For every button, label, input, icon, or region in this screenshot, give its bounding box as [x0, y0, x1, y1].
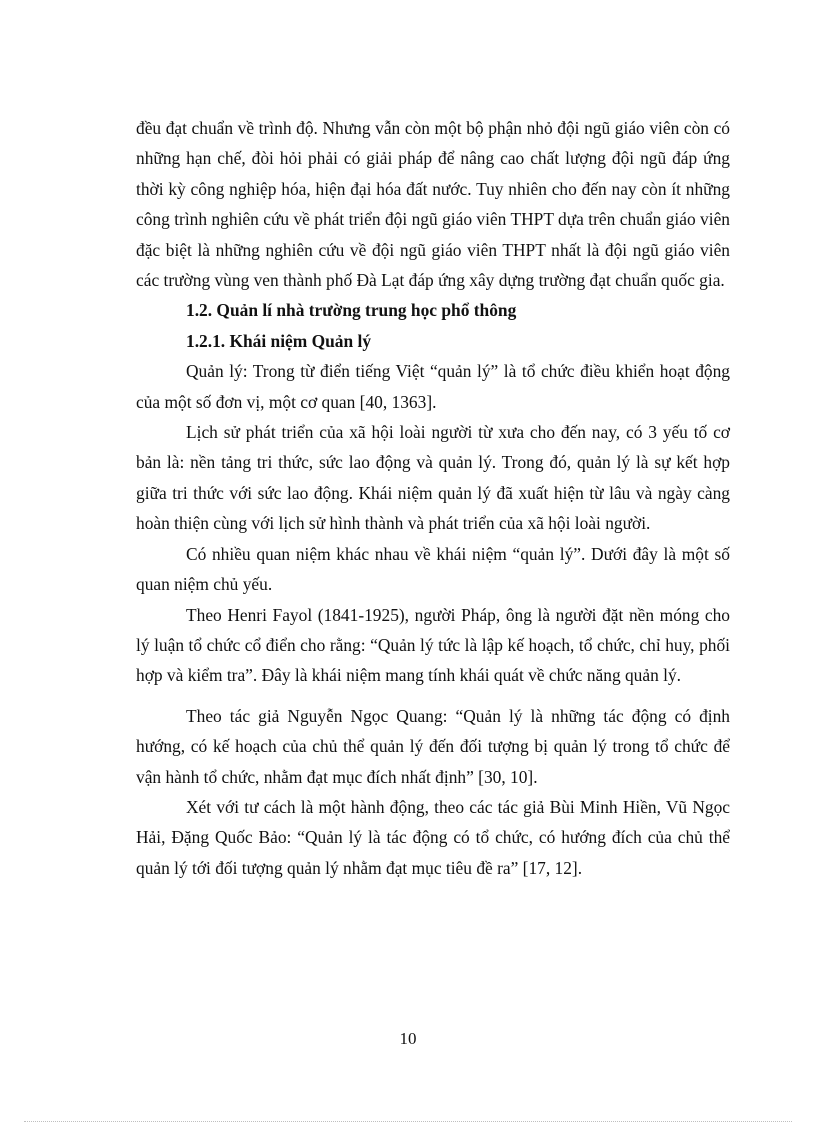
paragraph-bui-minh-hien: Xét với tư cách là một hành động, theo các tác giả Bùi Minh Hiền, Vũ Ngọc Hải, Đặng Quốc Bảo: “Quản lý là tác động có tổ chức, có hướng đích của chủ thể quản lý tới đối tượng quản lý nhằm đạt mục tiêu đề ra” [17, 12]. [136, 796, 730, 878]
subsection-heading: 1.2.1. Khái niệm Quản lý [186, 330, 372, 351]
paragraph-concepts-intro: Có nhiều quan niệm khác nhau về khái niệm “quản lý”. Dưới đây là một số quan niệm chủ yếu. [136, 543, 730, 595]
page-body [136, 113, 730, 883]
continuation-paragraph: đều đạt chuẩn về trình độ. Nhưng vẫn còn một bộ phận nhỏ đội ngũ giáo viên còn có những hạn chế, đòi hỏi phải có giải pháp để nâng cao chất lượng đội ngũ đáp ứng thời kỳ công nghiệp hóa, hiện đại hóa đất nước. Tuy nhiên cho đến nay còn ít những công trình nghiên cứu về phát triển đội ngũ giáo viên THPT dựa trên chuẩn giáo viên đặc biệt là những nghiên cứu về đội ngũ giáo viên THPT nhất là đội ngũ giáo viên các trường vùng ven thành phố Đà Lạt đáp ứng xây dựng trường đạt chuẩn quốc gia. [136, 118, 730, 291]
paragraph-fayol: Theo Henri Fayol (1841-1925), người Pháp, ông là người đặt nền móng cho lý luận tổ chức cổ điển cho rằng: “Quản lý tức là lập kế hoạch, tổ chức, chỉ huy, phối hợp và kiểm tra”. Đây là khái niệm mang tính khái quát về chức năng quản lý. [136, 604, 730, 686]
paragraph-history: Lịch sử phát triển của xã hội loài người từ xưa cho đến nay, có 3 yếu tố cơ bản là: nền tảng tri thức, sức lao động và quản lý. Trong đó, quản lý là sự kết hợp giữa tri thức với sức lao động. Khái niệm quản lý đã xuất hiện từ lâu và ngày càng hoàn thiện cùng với lịch sử hình thành và phát triển của xã hội loài người. [136, 422, 730, 534]
page-number: 10 [399, 1029, 417, 1048]
page-bottom-divider [24, 1121, 792, 1122]
paragraph-definition: Quản lý: Trong từ điển tiếng Việt “quản lý” là tổ chức điều khiển hoạt động của một số đơn vị, một cơ quan [40, 1363]. [136, 361, 730, 412]
paragraph-nguyen-ngoc-quang: Theo tác giả Nguyễn Ngọc Quang: “Quản lý là những tác động có định hướng, có kế hoạch của chủ thể quản lý đến đối tượng bị quản lý trong tổ chức để vận hành tổ chức, nhằm đạt mục đích nhất định” [30, 10]. [136, 705, 730, 787]
section-heading: 1.2. Quản lí nhà trường trung học phổ thông [186, 300, 517, 321]
